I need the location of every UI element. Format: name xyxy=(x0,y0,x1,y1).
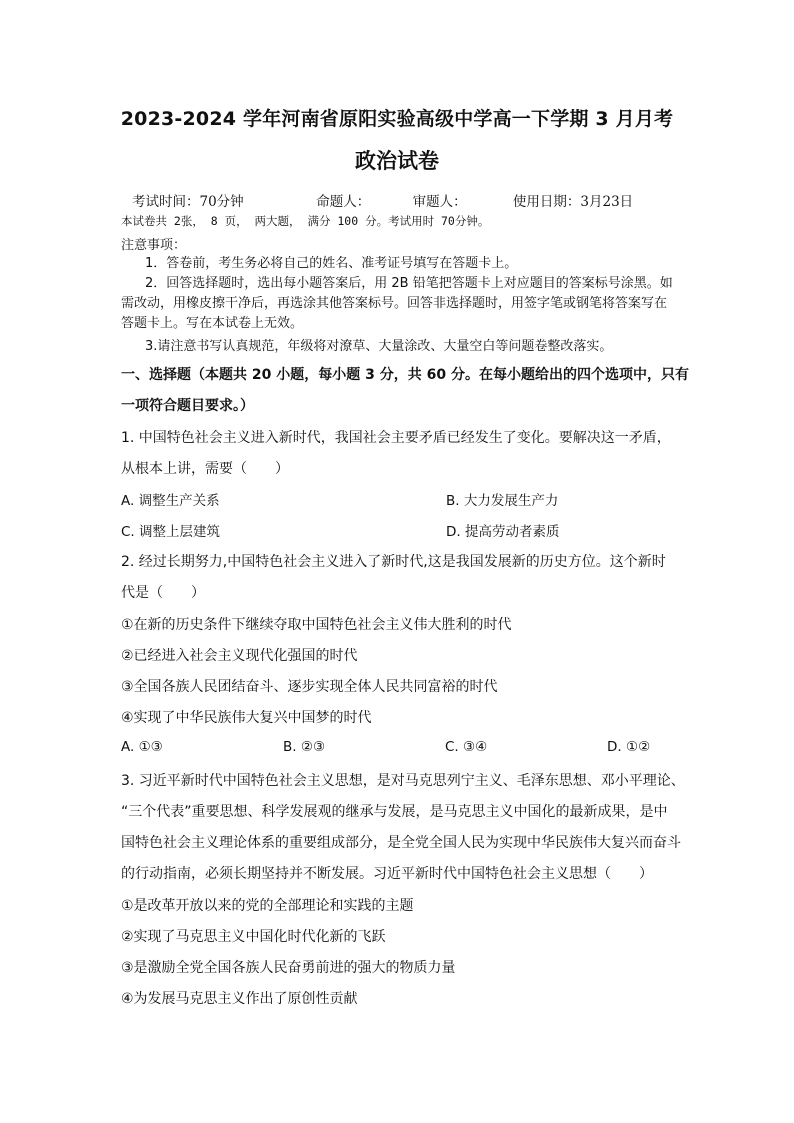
question-1-stem-line-1: 1. 中国特色社会主义进入新时代，我国社会主要矛盾已经发生了变化。要解决这一矛盾， xyxy=(121,430,671,446)
exam-subtitle: 政治试卷 xyxy=(355,149,439,173)
exam-author: 命题人： xyxy=(316,194,371,210)
exam-title: 2023-2024 学年河南省原阳实验高级中学高一下学期 3 月月考 xyxy=(120,108,674,130)
note-item-3: 3.请注意书写认真规范，年级将对潦草、大量涂改、大量空白等问题卷整改落实。 xyxy=(145,339,613,354)
question-1-option-c: C. 调整上层建筑 xyxy=(121,524,221,540)
exam-meta xyxy=(132,190,633,210)
note-item-1: 1．答卷前，考生务必将自己的姓名、准考证号填写在答题卡上。 xyxy=(145,256,518,271)
question-1-stem-line-2: 从根本上讲，需要（ ） xyxy=(121,461,289,477)
question-3-stem-line-1: 3. 习近平新时代中国特色社会主义思想，是对马克思列宁主义、毛泽东思想、邓小平理论、 xyxy=(121,773,685,789)
question-2-option-a: A. ①③ xyxy=(121,739,163,755)
question-3-stem-line-2: “三个代表”重要思想、科学发展观的继承与发展，是马克思主义中国化的最新成果，是中 xyxy=(121,804,668,820)
section-heading-line-2: 一项符合题目要求。） xyxy=(121,398,254,414)
question-1-option-b: B. 大力发展生产力 xyxy=(446,493,559,509)
question-1-option-d: D. 提高劳动者素质 xyxy=(446,524,560,540)
exam-time: 考试时间：70分钟 xyxy=(132,194,244,210)
question-2-option-c: C. ③④ xyxy=(445,739,488,755)
question-2-statement-1: ①在新的历史条件下继续夺取中国特色社会主义伟大胜利的时代 xyxy=(121,617,512,633)
question-2-statement-3: ③全国各族人民团结奋斗、逐步实现全体人民共同富裕的时代 xyxy=(121,679,498,695)
question-2-stem-line-1: 2. 经过长期努力,中国特色社会主义进入了新时代,这是我国发展新的历史方位。这个新时 xyxy=(121,554,666,570)
question-3-statement-1: ①是改革开放以来的党的全部理论和实践的主题 xyxy=(121,898,414,914)
notes-heading: 注意事项： xyxy=(121,238,187,253)
question-3-stem-line-4: 的行动指南，必须长期坚持并不断发展。习近平新时代中国特色社会主义思想（ ） xyxy=(121,866,653,882)
question-3-stem-line-3: 国特色社会主义理论体系的重要组成部分，是全党全国人民为实现中华民族伟大复兴而奋斗 xyxy=(121,835,681,851)
exam-date: 使用日期：3月23日 xyxy=(512,194,634,210)
paper-info: 本试卷共 2张， 8 页， 两大题， 满分 100 分。考试用时 70分钟。 xyxy=(121,214,490,228)
question-3-statement-2: ②实现了马克思主义中国化时代化新的飞跃 xyxy=(121,929,386,945)
question-2-option-b: B. ②③ xyxy=(283,739,326,755)
section-heading-line-1: 一、选择题（本题共 20 小题，每小题 3 分，共 60 分。在每小题给出的四个选项中，只有 xyxy=(121,367,689,383)
question-2-stem-line-2: 代是（ ） xyxy=(121,585,205,601)
question-2-statement-2: ②已经进入社会主义现代化强国的时代 xyxy=(121,648,358,664)
question-1-option-a: A. 调整生产关系 xyxy=(121,493,220,509)
question-3-statement-4: ④为发展马克思主义作出了原创性贡献 xyxy=(121,991,358,1007)
note-item-2: 2．回答选择题时，选出每小题答案后，用 2B 铅笔把答题卡上对应题目的答案标号涂黑。如需改动，用橡皮擦干净后，再选涂其他答案标号。回答非选择题时，用签字笔或钢笔将答案写在答题卡上。写在本试卷上无效。 xyxy=(121,276,673,331)
question-3-statement-3: ③是激励全党全国各族人民奋勇前进的强大的物质力量 xyxy=(121,960,456,976)
question-2-option-d: D. ①② xyxy=(607,739,651,755)
exam-reviewer: 审题人： xyxy=(412,194,467,210)
question-2-statement-4: ④实现了中华民族伟大复兴中国梦的时代 xyxy=(121,710,372,726)
